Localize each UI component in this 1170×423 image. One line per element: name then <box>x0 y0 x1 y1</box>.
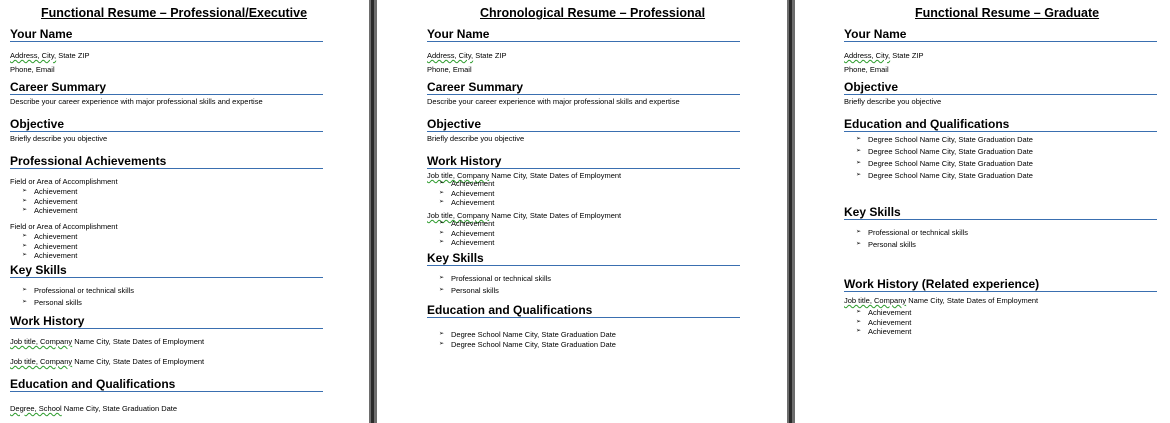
objective-heading: Objective <box>844 81 1157 95</box>
list-item: ➢ Achievement <box>439 229 494 239</box>
job-details: Name City, State Dates of Employment <box>491 171 622 180</box>
objective-text: Briefly describe you objective <box>844 97 942 106</box>
address-line <box>427 51 506 60</box>
achievement-list <box>439 219 494 248</box>
accomplishment-field: Field or Area of Accomplishment <box>10 222 118 231</box>
education-heading: Education and Qualifications <box>844 118 1157 132</box>
address-state: State ZIP <box>475 51 507 60</box>
education-list <box>856 135 1033 181</box>
job-title: Job title, Company <box>10 357 73 366</box>
career-summary-text: Describe your career experience with major professional skills and expertise <box>427 97 680 106</box>
list-item: ➢ Achievement <box>856 308 911 318</box>
job-details: Name City, State Dates of Employment <box>491 211 622 220</box>
list-item: ➢ Degree School Name City, State Graduation Date <box>439 340 616 350</box>
list-item: ➢ Degree School Name City, State Graduation Date <box>856 135 1033 145</box>
achievements-heading: Professional Achievements <box>10 155 323 169</box>
career-summary-heading: Career Summary <box>10 81 323 95</box>
list-item: ➢ Achievement <box>439 219 494 229</box>
contact-line: Phone, Email <box>844 65 889 74</box>
resume-title: Functional Resume – Professional/Executive <box>41 6 308 20</box>
career-summary-text: Describe your career experience with major professional skills and expertise <box>10 97 263 106</box>
contact-line: Phone, Email <box>427 65 472 74</box>
list-item: ➢ Achievement <box>22 206 77 216</box>
list-item: ➢ Professional or technical skills <box>439 274 551 284</box>
list-item: ➢ Achievement <box>856 327 911 337</box>
resume-panel-functional-executive <box>0 0 369 423</box>
work-history-heading: Work History (Related experience) <box>844 278 1157 292</box>
education-heading: Education and Qualifications <box>10 378 323 392</box>
job-title: Job title, Company <box>427 211 490 220</box>
skills-list <box>439 274 551 295</box>
job-line <box>10 337 204 346</box>
list-item: ➢ Achievement <box>22 242 77 252</box>
work-history-heading: Work History <box>10 315 323 329</box>
name-heading: Your Name <box>427 28 740 42</box>
objective-heading: Objective <box>427 118 740 132</box>
list-item: ➢ Achievement <box>439 238 494 248</box>
education-list <box>439 330 616 349</box>
achievement-list <box>22 187 77 216</box>
achievement-list <box>856 308 911 337</box>
list-item: ➢ Degree School Name City, State Graduation Date <box>856 171 1033 181</box>
degree-school: Degree, School <box>10 404 62 413</box>
list-item: ➢ Achievement <box>439 198 494 208</box>
skills-heading: Key Skills <box>10 264 323 278</box>
resume-title: Functional Resume – Graduate <box>915 6 1100 20</box>
list-item: ➢ Personal skills <box>22 298 134 308</box>
list-item: ➢ Degree School Name City, State Graduation Date <box>856 159 1033 169</box>
achievement-list <box>22 232 77 261</box>
address-line <box>10 51 89 60</box>
page-divider <box>369 0 377 423</box>
resume-title: Chronological Resume – Professional <box>480 6 706 20</box>
name-heading: Your Name <box>10 28 323 42</box>
education-line <box>10 404 177 413</box>
objective-text: Briefly describe you objective <box>427 134 525 143</box>
list-item: ➢ Achievement <box>856 318 911 328</box>
achievement-list <box>439 179 494 208</box>
job-line <box>10 357 204 366</box>
list-item: ➢ Achievement <box>439 189 494 199</box>
job-details: Name City, State Dates of Employment <box>908 296 1039 305</box>
skills-list <box>22 286 134 307</box>
address-street: Address, City, <box>844 51 891 60</box>
skills-heading: Key Skills <box>427 252 740 266</box>
list-item: ➢ Achievement <box>22 197 77 207</box>
list-item: ➢ Achievement <box>22 232 77 242</box>
list-item: ➢ Degree School Name City, State Graduation Date <box>439 330 616 340</box>
job-details: Name City, State Dates of Employment <box>74 357 205 366</box>
list-item: ➢ Personal skills <box>856 240 968 250</box>
objective-text: Briefly describe you objective <box>10 134 108 143</box>
education-details: Name City, State Graduation Date <box>63 404 178 413</box>
objective-heading: Objective <box>10 118 323 132</box>
job-details: Name City, State Dates of Employment <box>74 337 205 346</box>
list-item: ➢ Professional or technical skills <box>22 286 134 296</box>
work-history-heading: Work History <box>427 155 740 169</box>
education-heading: Education and Qualifications <box>427 304 740 318</box>
address-line <box>844 51 923 60</box>
skills-list <box>856 228 968 249</box>
contact-line: Phone, Email <box>10 65 55 74</box>
career-summary-heading: Career Summary <box>427 81 740 95</box>
list-item: ➢ Degree School Name City, State Graduation Date <box>856 147 1033 157</box>
page-divider <box>787 0 795 423</box>
job-title: Job title, Company <box>844 296 907 305</box>
job-line <box>844 296 1038 305</box>
name-heading: Your Name <box>844 28 1157 42</box>
job-title: Job title, Company <box>427 171 490 180</box>
address-street: Address, City, <box>10 51 57 60</box>
address-street: Address, City, <box>427 51 474 60</box>
list-item: ➢ Achievement <box>439 179 494 189</box>
list-item: ➢ Achievement <box>22 251 77 261</box>
job-title: Job title, Company <box>10 337 73 346</box>
skills-heading: Key Skills <box>844 206 1157 220</box>
address-state: State ZIP <box>58 51 90 60</box>
resume-panel-chronological-professional <box>377 0 787 423</box>
list-item: ➢ Personal skills <box>439 286 551 296</box>
list-item: ➢ Achievement <box>22 187 77 197</box>
resume-panel-functional-graduate <box>795 0 1170 423</box>
accomplishment-field: Field or Area of Accomplishment <box>10 177 118 186</box>
list-item: ➢ Professional or technical skills <box>856 228 968 238</box>
address-state: State ZIP <box>892 51 924 60</box>
